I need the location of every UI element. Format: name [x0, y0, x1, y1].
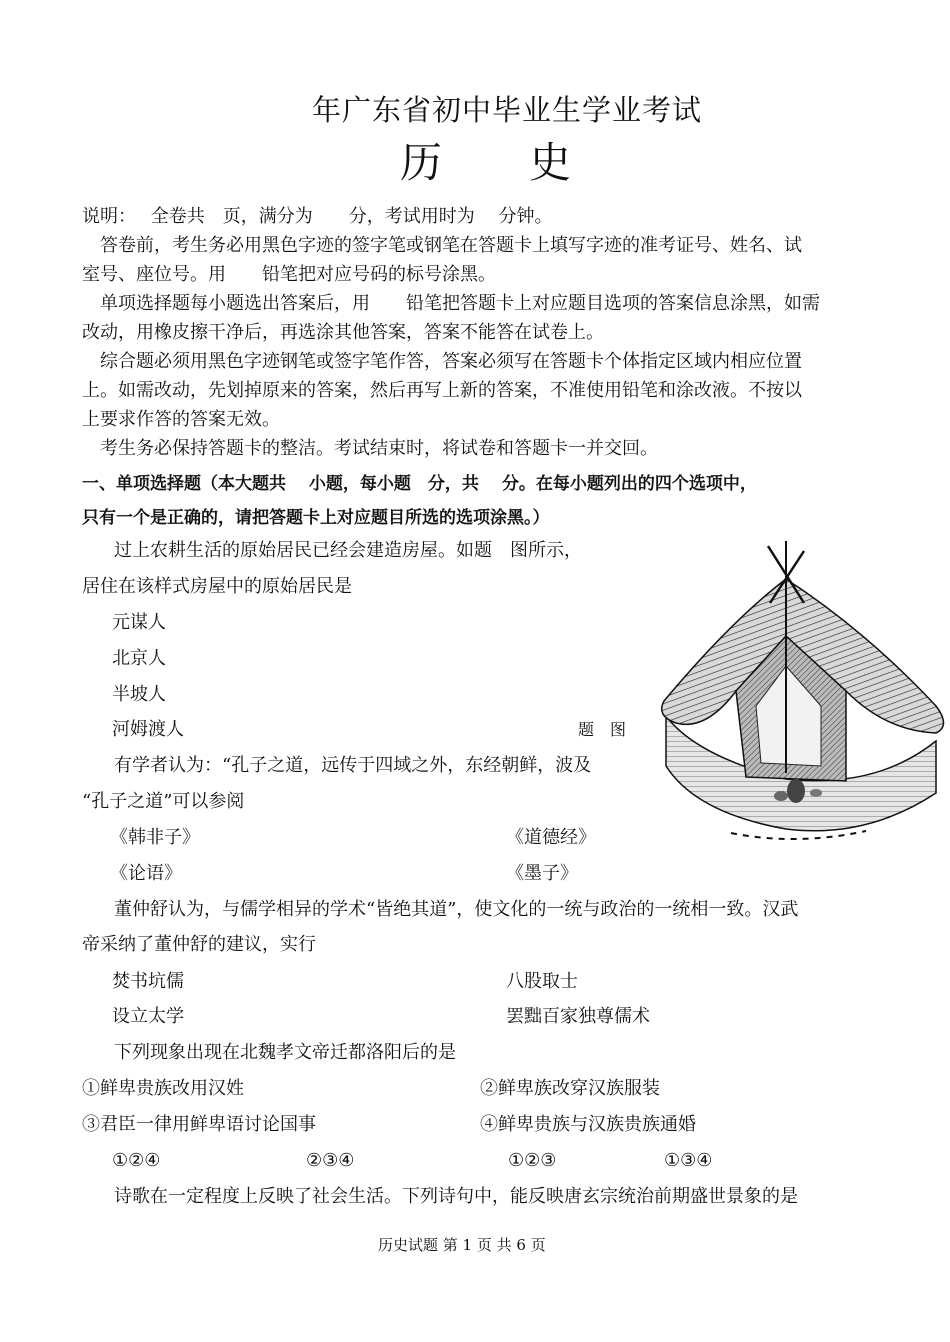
- q2-option-b: 《道德经》: [506, 827, 596, 848]
- q4-item-1: ①鲜卑贵族改用汉姓: [82, 1078, 244, 1099]
- instructions-p3-line-3: 上要求作答的答案无效。: [82, 409, 280, 430]
- q3-option-d: 罢黜百家独尊儒术: [506, 1006, 650, 1027]
- thatched-hut-illustration-icon: [636, 541, 950, 841]
- q1-option-c: 半坡人: [112, 684, 166, 705]
- instructions-p1-line-1: 答卷前，考生务必用黑色字迹的签字笔或钢笔在答题卡上填写字迹的准考证号、姓名、试: [100, 235, 802, 256]
- q1-stem-line-2: 居住在该样式房屋中的原始居民是: [82, 576, 352, 597]
- q2-option-d: 《墨子》: [506, 863, 578, 884]
- q4-item-4: ④鲜卑贵族与汉族贵族通婚: [480, 1114, 696, 1135]
- instructions-p2-line-2: 改动，用橡皮擦干净后，再选涂其他答案，答案不能答在试卷上。: [82, 322, 604, 343]
- q5-stem: 诗歌在一定程度上反映了社会生活。下列诗句中，能反映唐玄宗统治前期盛世景象的是: [114, 1186, 798, 1207]
- q4-item-3: ③君臣一律用鲜卑语讨论国事: [82, 1114, 316, 1135]
- subject-title: 历 史: [400, 138, 573, 187]
- instructions-p2-line-1: 单项选择题每小题选出答案后，用 铅笔把答题卡上对应题目选项的答案信息涂黑，如需: [100, 293, 820, 314]
- q4-option-b: ②③④: [306, 1150, 355, 1171]
- q2-stem-line-1: 有学者认为：“孔子之道，远传于四域之外，东经朝鲜，波及: [114, 755, 592, 776]
- q4-item-2: ②鲜卑族改穿汉族服装: [480, 1078, 660, 1099]
- q2-option-a: 《韩非子》: [110, 827, 200, 848]
- instructions-p1-line-2: 室号、座位号。用 铅笔把对应号码的标号涂黑。: [82, 264, 496, 285]
- q3-stem-line-1: 董仲舒认为，与儒学相异的学术“皆绝其道”，使文化的一统与政治的一统相一致。汉武: [114, 899, 799, 920]
- q1-option-b: 北京人: [112, 648, 166, 669]
- page-footer: 历史试题 第 1 页 共 6 页: [378, 1236, 546, 1254]
- instructions-p4-line-1: 考生务必保持答题卡的整洁。考试结束时，将试卷和答题卡一并交回。: [100, 438, 658, 459]
- q3-option-a: 焚书坑儒: [112, 971, 184, 992]
- section-1-heading-line-2: 只有一个是正确的，请把答题卡上对应题目所选的选项涂黑。）: [82, 508, 550, 528]
- q3-option-c: 设立太学: [112, 1006, 184, 1027]
- q1-figure-caption: 题 图: [578, 720, 627, 739]
- q1-stem-line-1: 过上农耕生活的原始居民已经会建造房屋。如题 图所示，: [114, 540, 582, 561]
- section-1-heading-line-1: 一、单项选择题（本大题共 小题，每小题 分，共 分。在每小题列出的四个选项中，: [82, 474, 757, 494]
- q3-option-b: 八股取士: [506, 971, 578, 992]
- q4-option-d: ①③④: [664, 1150, 713, 1171]
- q4-option-a: ①②④: [112, 1150, 161, 1171]
- instructions-line-1: 说明： 全卷共 页，满分为 分，考试用时为 分钟。: [82, 206, 553, 227]
- exam-title: 年广东省初中毕业生学业考试: [312, 93, 703, 127]
- q2-option-c: 《论语》: [110, 863, 182, 884]
- q4-stem: 下列现象出现在北魏孝文帝迁都洛阳后的是: [114, 1042, 456, 1063]
- q1-option-d: 河姆渡人: [112, 719, 184, 740]
- instructions-p3-line-2: 上。如需改动，先划掉原来的答案，然后再写上新的答案，不准使用铅笔和涂改液。不按以: [82, 380, 802, 401]
- q2-stem-line-2: “孔子之道”可以参阅: [82, 791, 245, 812]
- instructions-p3-line-1: 综合题必须用黑色字迹钢笔或签字笔作答，答案必须写在答题卡个体指定区域内相应位置: [100, 351, 802, 372]
- q3-stem-line-2: 帝采纳了董仲舒的建议，实行: [82, 934, 316, 955]
- q4-option-c: ①②③: [508, 1150, 557, 1171]
- q1-option-a: 元谋人: [112, 612, 166, 633]
